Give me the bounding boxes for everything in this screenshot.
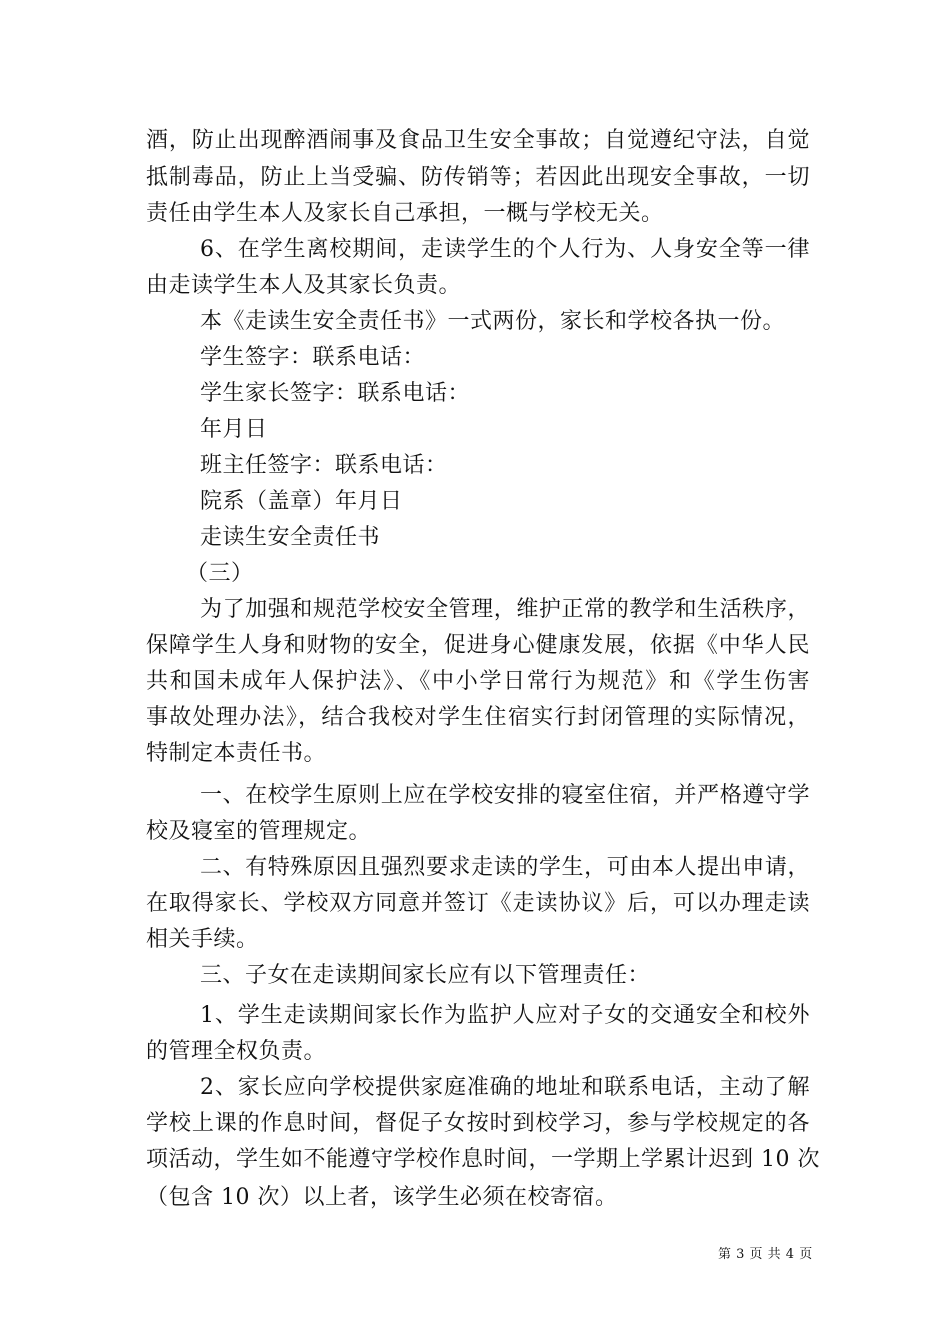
text-line: 项活动，学生如不能遵守学校作息时间，一学期上学累计迟到 10 次 [146, 1147, 820, 1172]
date-line: 年月日 [200, 417, 268, 442]
section-title: 走读生安全责任书 [200, 525, 381, 550]
paragraph-first-line: 一、在校学生原则上应在学校安排的寝室住宿，并严格遵守学 [200, 783, 810, 808]
section-number: （三） [186, 561, 254, 586]
paragraph-first-line: 2、家长应向学校提供家庭准确的地址和联系电话，主动了解 [200, 1075, 810, 1100]
signature-line-teacher: 班主任签字：联系电话： [200, 453, 448, 478]
text-line: 特制定本责任书。 [146, 741, 327, 766]
paragraph-first-line: 为了加强和规范学校安全管理，维护正常的教学和生活秩序， [200, 597, 810, 622]
text-line: 责任由学生本人及家长自己承担，一概与学校无关。 [146, 201, 664, 226]
text-line: 酒，防止出现醉酒闹事及食品卫生安全事故；自觉遵纪守法，自觉 [146, 128, 810, 153]
paragraph-first-line: 三、子女在走读期间家长应有以下管理责任： [200, 963, 651, 988]
text-line: 事故处理办法》，结合我校对学生住宿实行封闭管理的实际情况， [146, 705, 810, 730]
text-line: 相关手续。 [146, 927, 259, 952]
text-line: 抵制毒品，防止上当受骗、防传销等；若因此出现安全事故，一切 [146, 165, 810, 190]
signature-line-student: 学生签字：联系电话： [200, 345, 426, 370]
text-line: 的管理全权负责。 [146, 1039, 327, 1064]
paragraph-first-line: 6、在学生离校期间，走读学生的个人行为、人身安全等一律 [200, 237, 810, 262]
paragraph-first-line: 1、学生走读期间家长作为监护人应对子女的交通安全和校外 [200, 1003, 810, 1028]
text-line: 由走读学生本人及其家长负责。 [146, 273, 462, 298]
paragraph-first-line: 本《走读生安全责任书》一式两份，家长和学校各执一份。 [200, 309, 786, 334]
text-line: （包含 10 次）以上者，该学生必须在校寄宿。 [146, 1185, 618, 1210]
text-line: 保障学生人身和财物的安全，促进身心健康发展，依据《中华人民 [146, 633, 810, 658]
text-line: 学校上课的作息时间，督促子女按时到校学习，参与学校规定的各 [146, 1111, 810, 1136]
text-line: 共和国未成年人保护法》、《中小学日常行为规范》和《学生伤害 [146, 669, 810, 694]
signature-line-parent: 学生家长签字：联系电话： [200, 381, 471, 406]
text-line: 在取得家长、学校双方同意并签订《走读协议》后，可以办理走读 [146, 891, 810, 916]
text-line: 校及寝室的管理规定。 [146, 819, 372, 844]
page-number-footer: 第 3 页 共 4 页 [718, 1247, 813, 1262]
department-seal-line: 院系（盖章）年月日 [200, 489, 403, 514]
paragraph-first-line: 二、有特殊原因且强烈要求走读的学生，可由本人提出申请， [200, 855, 810, 880]
